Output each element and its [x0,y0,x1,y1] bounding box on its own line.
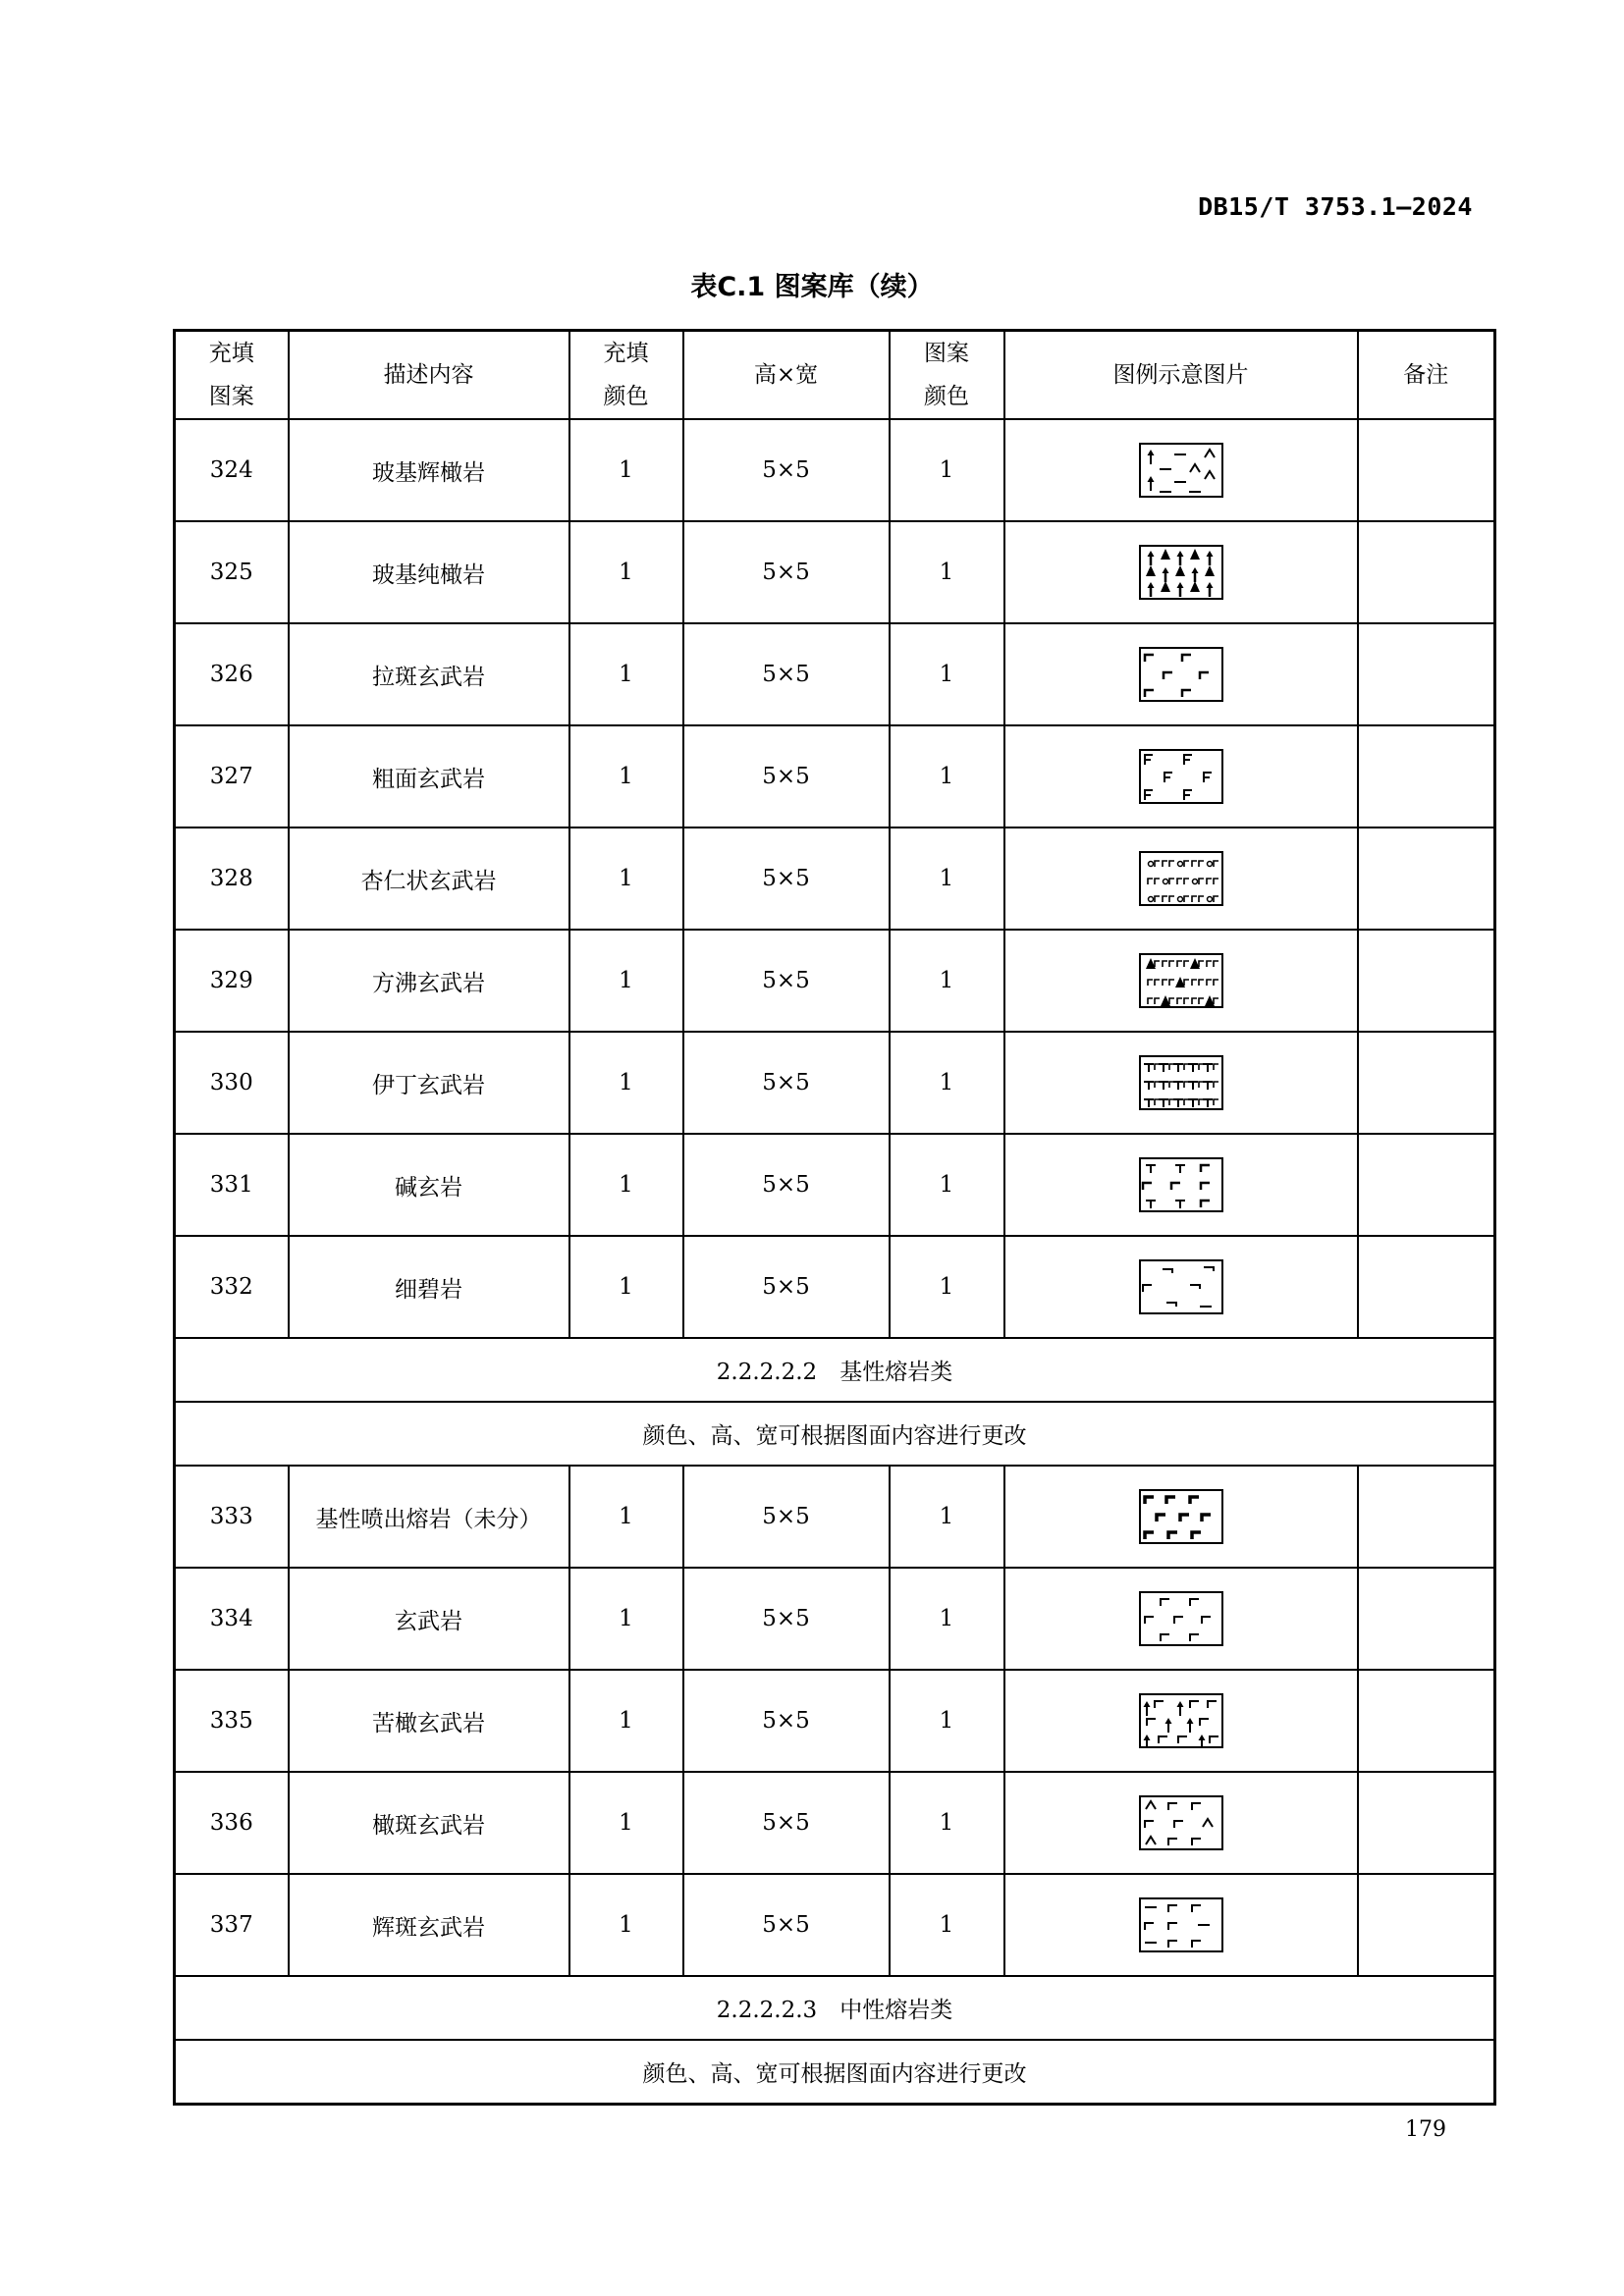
table-row [175,1568,1495,1670]
note-cell [1358,419,1495,521]
legend-image-cell [1004,1670,1358,1772]
size-cell: 5×5 [683,419,890,521]
description-cell: 拉斑玄武岩 [289,623,569,725]
section-note-row [175,1402,1495,1466]
size-cell: 5×5 [683,1032,890,1134]
table-row [175,1466,1495,1568]
description-cell: 辉斑玄武岩 [289,1874,569,1976]
pattern-color-cell: 1 [890,828,1004,930]
arrow-caret-dash-pattern-icon [1139,443,1223,498]
size-cell: 5×5 [683,521,890,623]
pattern-id-cell: 327 [175,725,289,828]
section-title: 2.2.2.2.3 中性熔岩类 [175,1976,1495,2040]
document-id: DB15/T 3753.1—2024 [1198,192,1473,221]
table-caption: 表C.1 图案库（续） [690,272,934,302]
fill-color-cell: 1 [569,623,683,725]
legend-image-cell [1004,623,1358,725]
pattern-id-cell: 331 [175,1134,289,1236]
legend-image-cell [1004,1568,1358,1670]
pattern-id-cell: 337 [175,1874,289,1976]
pattern-color-cell: 1 [890,725,1004,828]
pattern-id-cell: 329 [175,930,289,1032]
note-cell [1358,1236,1495,1338]
pattern-id-cell: 336 [175,1772,289,1874]
pattern-color-cell: 1 [890,419,1004,521]
pattern-color-cell: 1 [890,1236,1004,1338]
iddingsite-pattern-icon [1139,1055,1223,1110]
note-cell [1358,828,1495,930]
size-cell: 5×5 [683,828,890,930]
description-cell: 玻基辉橄岩 [289,419,569,521]
fill-color-cell: 1 [569,1032,683,1134]
pattern-color-cell: 1 [890,1874,1004,1976]
description-cell: 玻基纯橄岩 [289,521,569,623]
pattern-color-cell: 1 [890,623,1004,725]
note-cell [1358,725,1495,828]
pattern-id-cell: 328 [175,828,289,930]
legend-image-cell [1004,725,1358,828]
sparse-hook-pattern-icon [1139,1259,1223,1314]
description-cell: 杏仁状玄武岩 [289,828,569,930]
fill-color-cell: 1 [569,1236,683,1338]
pattern-color-cell: 1 [890,1134,1004,1236]
arrow-bracket-pattern-icon [1139,1693,1223,1748]
pattern-color-cell: 1 [890,1032,1004,1134]
legend-image-cell [1004,1874,1358,1976]
pattern-color-cell: 1 [890,521,1004,623]
pattern-id-cell: 333 [175,1466,289,1568]
legend-image-cell [1004,1032,1358,1134]
pattern-id-cell: 324 [175,419,289,521]
thin-bracket-pattern-icon [1139,1591,1223,1646]
pattern-id-cell: 334 [175,1568,289,1670]
section-row [175,1338,1495,1402]
fill-color-cell: 1 [569,1670,683,1772]
description-cell: 基性喷出熔岩（未分） [289,1466,569,1568]
pattern-library-table [173,329,1496,2106]
section-note: 颜色、高、宽可根据图面内容进行更改 [175,1402,1495,1466]
table-row [175,419,1495,521]
header-size: 高×宽 [683,331,890,420]
legend-image-cell [1004,521,1358,623]
pattern-id-cell: 330 [175,1032,289,1134]
note-cell [1358,930,1495,1032]
section-note: 颜色、高、宽可根据图面内容进行更改 [175,2040,1495,2105]
legend-image-cell [1004,1466,1358,1568]
header-pattern-color: 图案 颜色 [890,331,1004,420]
table-row [175,521,1495,623]
section-title: 2.2.2.2.2 基性熔岩类 [175,1338,1495,1402]
corner-bracket-pattern-icon [1139,647,1223,702]
legend-image-cell [1004,828,1358,930]
table-row [175,1032,1495,1134]
pattern-color-cell: 1 [890,1772,1004,1874]
description-cell: 细碧岩 [289,1236,569,1338]
note-cell [1358,1772,1495,1874]
note-cell [1358,1568,1495,1670]
pattern-id-cell: 332 [175,1236,289,1338]
note-cell [1358,1874,1495,1976]
pattern-color-cell: 1 [890,1466,1004,1568]
note-cell [1358,1032,1495,1134]
size-cell: 5×5 [683,1568,890,1670]
header-description: 描述内容 [289,331,569,420]
header-legend-image: 图例示意图片 [1004,331,1358,420]
table-row [175,725,1495,828]
table-row [175,1772,1495,1874]
dash-bracket-pattern-icon [1139,1897,1223,1952]
description-cell: 橄斑玄武岩 [289,1772,569,1874]
table-row [175,1874,1495,1976]
bold-bracket-pattern-icon [1139,1489,1223,1544]
description-cell: 方沸玄武岩 [289,930,569,1032]
fill-color-cell: 1 [569,1466,683,1568]
header-note: 备注 [1358,331,1495,420]
fill-color-cell: 1 [569,521,683,623]
legend-image-cell [1004,930,1358,1032]
table-row [175,1134,1495,1236]
t-bracket-pattern-icon [1139,1157,1223,1212]
arrow-triangle-pattern-icon [1139,545,1223,600]
fill-color-cell: 1 [569,1134,683,1236]
pattern-color-cell: 1 [890,1568,1004,1670]
size-cell: 5×5 [683,1134,890,1236]
size-cell: 5×5 [683,725,890,828]
analcime-pattern-icon [1139,953,1223,1008]
pattern-id-cell: 326 [175,623,289,725]
amygdaloid-pattern-icon [1139,851,1223,906]
description-cell: 伊丁玄武岩 [289,1032,569,1134]
legend-image-cell [1004,419,1358,521]
pattern-color-cell: 1 [890,1670,1004,1772]
size-cell: 5×5 [683,1670,890,1772]
note-cell [1358,1670,1495,1772]
fill-color-cell: 1 [569,725,683,828]
legend-image-cell [1004,1772,1358,1874]
section-row [175,1976,1495,2040]
table-row [175,623,1495,725]
size-cell: 5×5 [683,623,890,725]
pattern-color-cell: 1 [890,930,1004,1032]
description-cell: 玄武岩 [289,1568,569,1670]
note-cell [1358,1466,1495,1568]
size-cell: 5×5 [683,1874,890,1976]
note-cell [1358,1134,1495,1236]
letter-f-pattern-icon [1139,749,1223,804]
description-cell: 苦橄玄武岩 [289,1670,569,1772]
pattern-id-cell: 325 [175,521,289,623]
table-row [175,930,1495,1032]
description-cell: 粗面玄武岩 [289,725,569,828]
size-cell: 5×5 [683,1236,890,1338]
fill-color-cell: 1 [569,1568,683,1670]
legend-image-cell [1004,1134,1358,1236]
fill-color-cell: 1 [569,930,683,1032]
size-cell: 5×5 [683,930,890,1032]
note-cell [1358,521,1495,623]
section-note-row [175,2040,1495,2105]
legend-image-cell [1004,1236,1358,1338]
table-row [175,1236,1495,1338]
pattern-id-cell: 335 [175,1670,289,1772]
header-fill-pattern: 充填 图案 [175,331,289,420]
fill-color-cell: 1 [569,419,683,521]
size-cell: 5×5 [683,1772,890,1874]
fill-color-cell: 1 [569,828,683,930]
caret-bracket-pattern-icon [1139,1795,1223,1850]
table-row [175,828,1495,930]
table-row [175,1670,1495,1772]
page-number: 179 [1405,2117,1446,2142]
fill-color-cell: 1 [569,1874,683,1976]
header-fill-color: 充填 颜色 [569,331,683,420]
note-cell [1358,623,1495,725]
table-header-row [175,331,1495,420]
description-cell: 碱玄岩 [289,1134,569,1236]
fill-color-cell: 1 [569,1772,683,1874]
size-cell: 5×5 [683,1466,890,1568]
